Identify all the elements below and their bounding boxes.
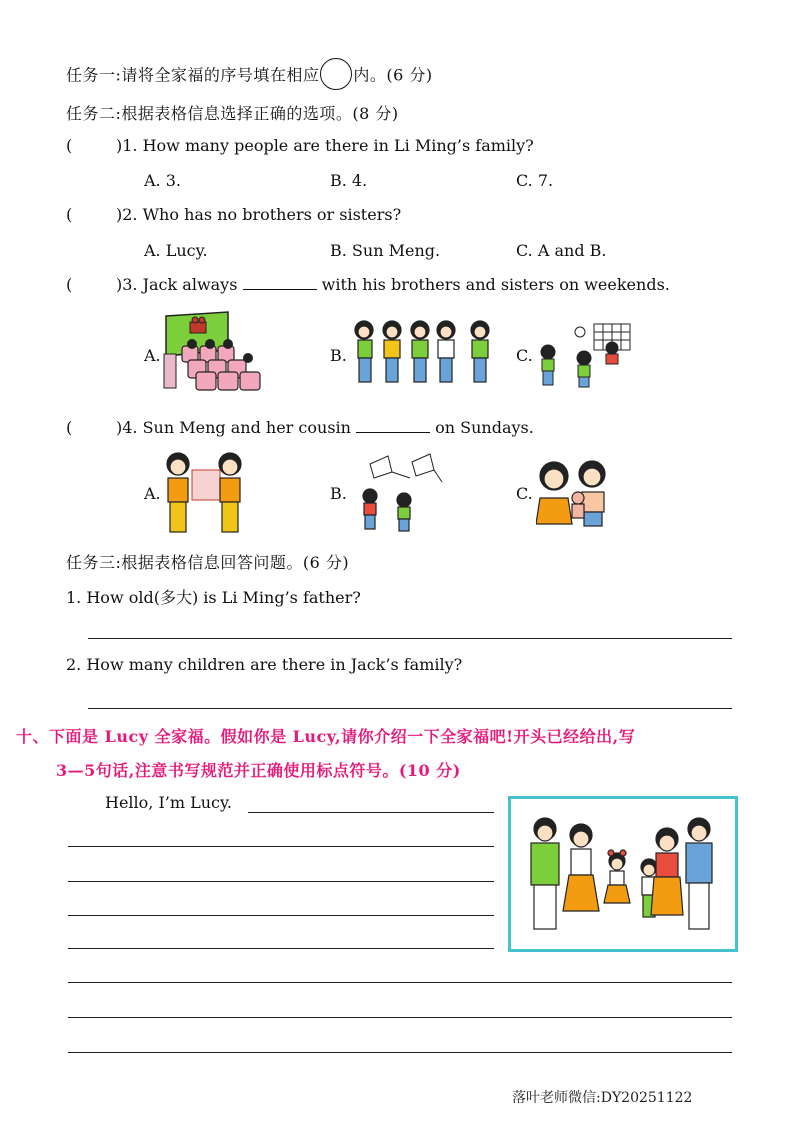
q2-option-a[interactable]: A. Lucy. [144, 241, 208, 260]
writing-line-7[interactable] [68, 1052, 732, 1053]
q1-option-a[interactable]: A. 3. [144, 171, 181, 190]
children-playing-icon [350, 316, 500, 388]
writing-line-4[interactable] [68, 948, 494, 949]
task3-title: 任务三:根据表格信息回答问题。(6 分) [66, 553, 350, 572]
q4-blank[interactable] [356, 418, 430, 433]
q3-option-a[interactable]: A. [144, 346, 161, 365]
q4-text: )4. Sun Meng and her cousin on Sundays. [116, 418, 534, 437]
q1-paren[interactable]: ( [66, 136, 73, 155]
task2-title: 任务二:根据表格信息选择正确的选项。(8 分) [66, 104, 399, 123]
q2-option-c[interactable]: C. A and B. [516, 241, 607, 260]
q2-option-b[interactable]: B. Sun Meng. [330, 241, 441, 260]
kite-flying-icon [350, 452, 450, 534]
writing-opening: Hello, I’m Lucy. [105, 793, 233, 812]
q3-option-c[interactable]: C. [516, 346, 533, 365]
writing-line-5[interactable] [68, 982, 732, 983]
section10-instruction-line2: 3—5句话,注意书写规范并正确使用标点符号。(10 分) [56, 761, 461, 780]
footer-contact: 落叶老师微信:DY20251122 [512, 1090, 693, 1106]
writing-line-3[interactable] [68, 915, 494, 916]
q4-option-c[interactable]: C. [516, 484, 533, 503]
q3-text: )3. Jack always with his brothers and sisters on weekends. [116, 275, 670, 294]
writing-line-2[interactable] [68, 881, 494, 882]
task3-question1: 1. How old(多大) is Li Ming’s father? [66, 588, 361, 607]
girls-with-doll-icon [536, 458, 616, 528]
q4-option-a[interactable]: A. [144, 484, 161, 503]
q3-blank[interactable] [243, 275, 317, 290]
cinema-icon [162, 310, 272, 392]
task3-answer-line-1[interactable] [88, 638, 732, 639]
writing-line-6[interactable] [68, 1017, 732, 1018]
section10-instruction-line1: 十、下面是 Lucy 全家福。假如你是 Lucy,请你介绍一下全家福吧!开头已经给出,写 [16, 727, 636, 746]
task3-answer-line-2[interactable] [88, 708, 732, 709]
q2-paren[interactable]: ( [66, 205, 73, 224]
football-icon [536, 318, 634, 390]
family-portrait-image [511, 799, 735, 949]
q2-text: )2. Who has no brothers or sisters? [116, 205, 402, 224]
answer-circle[interactable] [320, 58, 352, 90]
q1-option-c[interactable]: C. 7. [516, 171, 554, 190]
sightseeing-icon [162, 450, 250, 536]
q4-paren[interactable]: ( [66, 418, 73, 437]
q4-option-b[interactable]: B. [330, 484, 347, 503]
writing-line-0[interactable] [248, 812, 494, 813]
task1-instruction: 任务一:请将全家福的序号填在相应 内。(6 分) [66, 60, 433, 92]
q1-option-b[interactable]: B. 4. [330, 171, 368, 190]
q1-text: )1. How many people are there in Li Ming’s family? [116, 136, 534, 155]
q3-paren[interactable]: ( [66, 275, 73, 294]
task3-question2: 2. How many children are there in Jack’s family? [66, 655, 463, 674]
family-photo-frame [508, 796, 738, 952]
writing-line-1[interactable] [68, 846, 494, 847]
q3-option-b[interactable]: B. [330, 346, 347, 365]
